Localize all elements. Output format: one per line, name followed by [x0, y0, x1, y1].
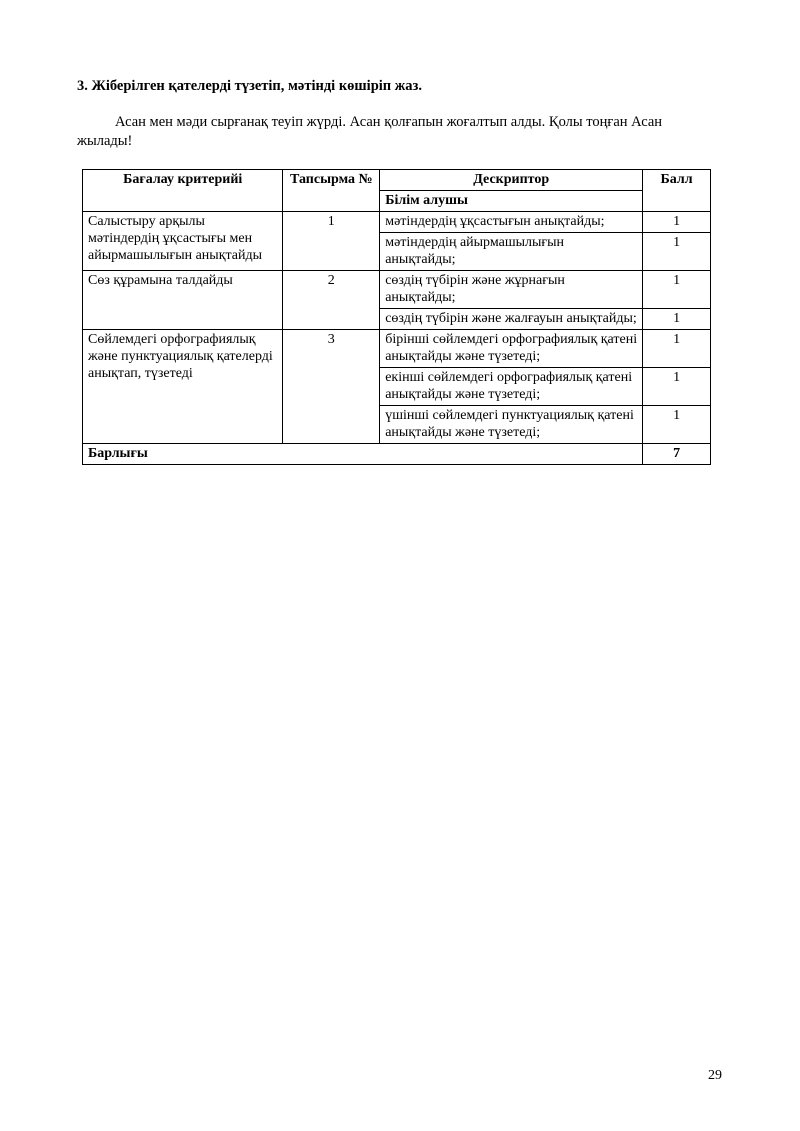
score-cell: 1 — [643, 309, 711, 330]
header-score: Балл — [643, 170, 711, 212]
score-cell: 1 — [643, 406, 711, 444]
table-row — [83, 271, 711, 309]
descriptor-cell: бірінші сөйлемдегі орфографиялық қатені анықтайды және түзетеді; — [380, 330, 643, 368]
descriptor-cell: үшінші сөйлемдегі пунктуациялық қатені анықтайды және түзетеді; — [380, 406, 643, 444]
score-cell: 1 — [643, 233, 711, 271]
header-task: Тапсырма № — [283, 170, 380, 212]
task-number-cell: 3 — [283, 330, 380, 444]
descriptor-cell: сөздің түбірін және жұрнағын анықтайды; — [380, 271, 643, 309]
score-cell: 1 — [643, 271, 711, 309]
assessment-table — [82, 169, 711, 465]
descriptor-cell: мәтіндердің ұқсастығын анықтайды; — [380, 212, 643, 233]
table-row — [83, 330, 711, 368]
header-descriptor: Дескриптор — [380, 170, 643, 191]
descriptor-cell: мәтіндердің айырмашылығын анықтайды; — [380, 233, 643, 271]
task-number-cell: 1 — [283, 212, 380, 271]
header-descriptor-sub: Білім алушы — [380, 191, 643, 212]
criteria-cell: Сөйлемдегі орфографиялық және пунктуациялық қателерді анықтап, түзетеді — [83, 330, 283, 444]
score-cell: 1 — [643, 330, 711, 368]
score-cell: 1 — [643, 368, 711, 406]
header-row — [83, 170, 711, 191]
task-text — [77, 113, 717, 151]
task-heading: 3. Жіберілген қателерді түзетіп, мәтінді көшіріп жаз. — [77, 78, 422, 94]
header-criteria: Бағалау критерийі — [83, 170, 283, 212]
total-value: 7 — [643, 444, 711, 465]
total-label: Барлығы — [83, 444, 643, 465]
criteria-cell: Салыстыру арқылы мәтіндердің ұқсастығы мен айырмашылығын анықтайды — [83, 212, 283, 271]
table-row — [83, 212, 711, 233]
page-number: 29 — [708, 1068, 722, 1083]
score-cell: 1 — [643, 212, 711, 233]
task-text-content: Асан мен мәди сырғанақ теуіп жүрді. Асан қолғапын жоғалтып алды. Қолы тоңған Асан жылады! — [77, 114, 663, 149]
task-number-cell: 2 — [283, 271, 380, 330]
total-row — [83, 444, 711, 465]
descriptor-cell: екінші сөйлемдегі орфографиялық қатені анықтайды және түзетеді; — [380, 368, 643, 406]
descriptor-cell: сөздің түбірін және жалғауын анықтайды; — [380, 309, 643, 330]
criteria-cell: Сөз құрамына талдайды — [83, 271, 283, 330]
